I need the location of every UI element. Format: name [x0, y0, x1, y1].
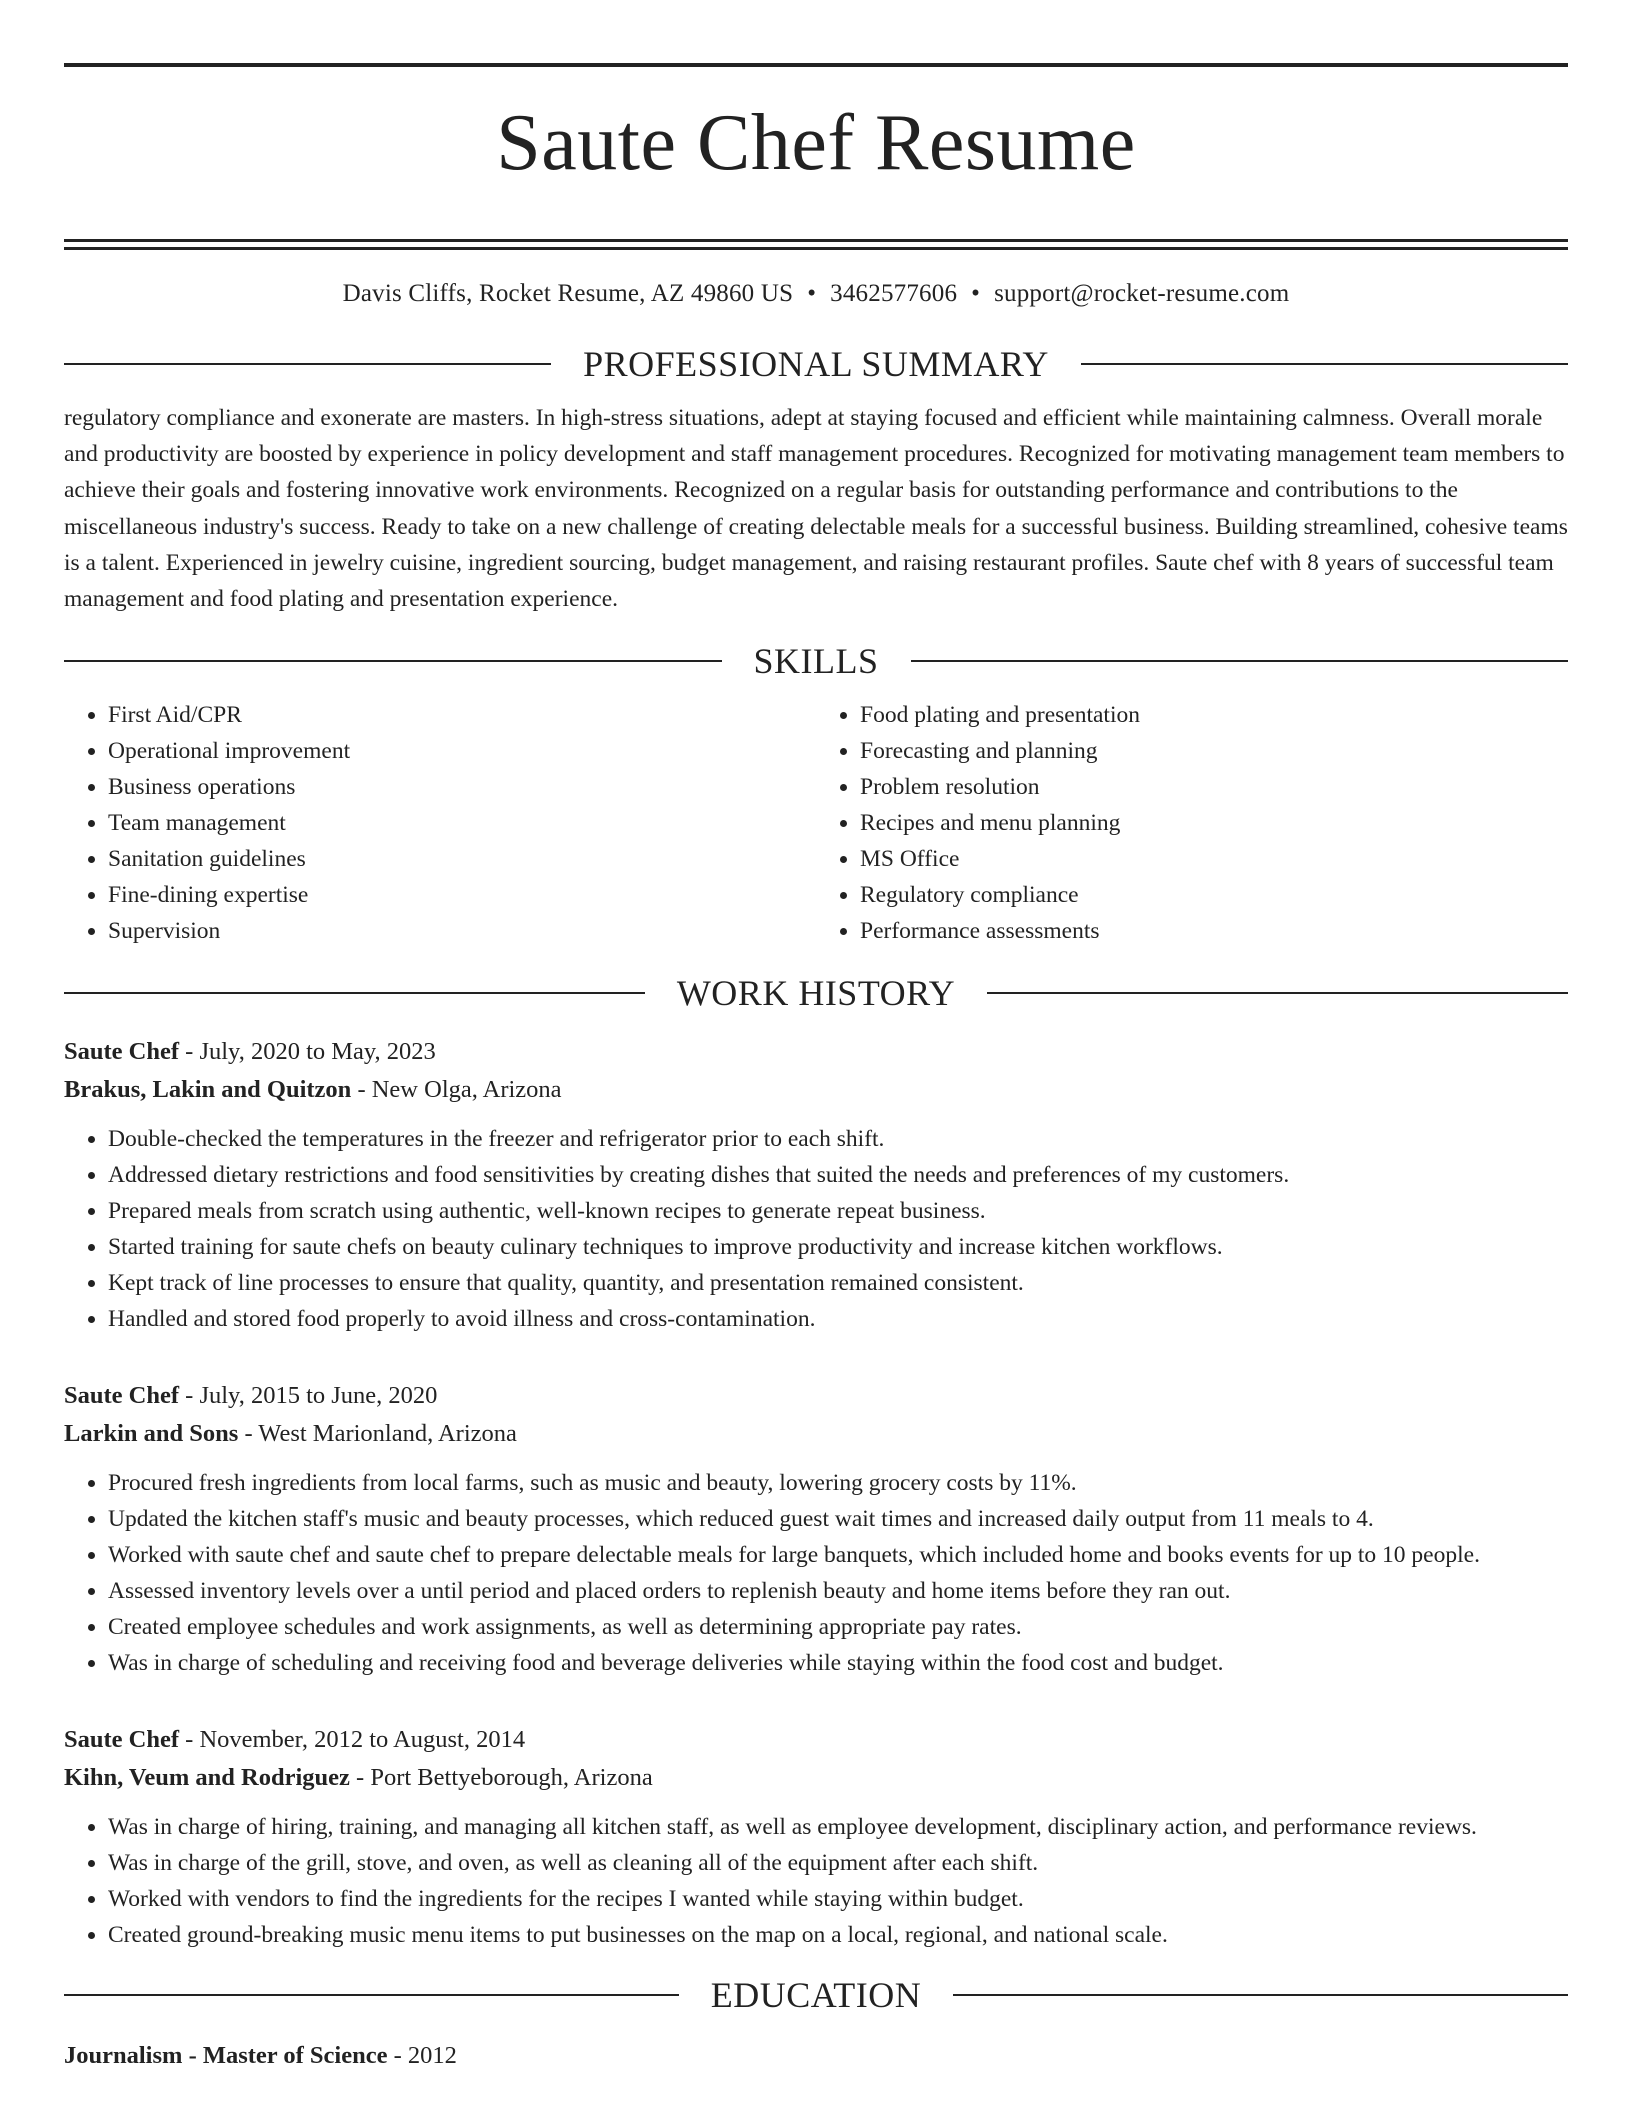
- job-company-line: Larkin and Sons - West Marionland, Arizona: [64, 1420, 517, 1448]
- job-dates: July, 2020 to May, 2023: [199, 1038, 436, 1066]
- contact-separator: •: [807, 280, 817, 307]
- skill-item: • Supervision: [108, 913, 816, 949]
- job-company-line: Kihn, Veum and Rodriguez - Port Bettyeborough, Arizona: [64, 1764, 653, 1792]
- job-bullet: • Was in charge of the grill, stove, and oven, as well as cleaning all of the equipment after each shift.: [108, 1845, 1568, 1881]
- section-heading-education: [64, 1975, 1568, 2016]
- page-title: Saute Chef Resume: [496, 99, 1136, 187]
- section-title: PROFESSIONAL SUMMARY: [583, 344, 1049, 384]
- job-bullets: [64, 1809, 1568, 1953]
- top-rule: [64, 63, 1568, 67]
- heading-rule: [1081, 363, 1568, 365]
- job-title-line: Saute Chef - July, 2020 to May, 2023: [64, 1038, 436, 1066]
- job-company: Kihn, Veum and Rodriguez: [64, 1764, 350, 1792]
- contact-email: support@rocket-resume.com: [994, 280, 1290, 307]
- contact-separator: •: [971, 280, 981, 307]
- job-company: Larkin and Sons: [64, 1420, 239, 1448]
- heading-rule: [64, 363, 551, 365]
- job-bullet: • Kept track of line processes to ensure that quality, quantity, and presentation remained consistent.: [108, 1265, 1568, 1301]
- skill-item: • Team management: [108, 805, 816, 841]
- skill-item: • First Aid/CPR: [108, 697, 816, 733]
- skill-item: • Forecasting and planning: [860, 733, 1568, 769]
- job-location: West Marionland, Arizona: [258, 1420, 517, 1448]
- heading-rule: [64, 660, 722, 662]
- skill-item: • Problem resolution: [860, 769, 1568, 805]
- job-bullet: • Updated the kitchen staff's music and beauty processes, which reduced guest wait times and increased daily output from 11 meals to 4.: [108, 1501, 1568, 1537]
- resume-page: [64, 0, 1568, 2075]
- skill-item: • Operational improvement: [108, 733, 816, 769]
- section-heading-skills: [64, 641, 1568, 682]
- job-bullet: • Procured fresh ingredients from local farms, such as music and beauty, lowering grocery costs by 11%.: [108, 1465, 1568, 1501]
- title-double-rule: [64, 239, 1568, 250]
- job-bullet: • Addressed dietary restrictions and food sensitivities by creating dishes that suited the needs and preferences of my customers.: [108, 1157, 1568, 1193]
- job-bullet: • Assessed inventory levels over a until period and placed orders to replenish beauty and home items before they ran out.: [108, 1573, 1568, 1609]
- job-company: Brakus, Lakin and Quitzon: [64, 1076, 352, 1104]
- job-bullet: • Handled and stored food properly to avoid illness and cross-contamination.: [108, 1301, 1568, 1337]
- job-company-line: Brakus, Lakin and Quitzon - New Olga, Arizona: [64, 1076, 562, 1104]
- contact-phone: 3462577606: [830, 280, 958, 307]
- job-dates: November, 2012 to August, 2014: [199, 1726, 526, 1754]
- education-field: Journalism: [64, 2042, 183, 2070]
- job-location: New Olga, Arizona: [371, 1076, 562, 1104]
- job-bullet: • Double-checked the temperatures in the freezer and refrigerator prior to each shift.: [108, 1121, 1568, 1157]
- job-dates: July, 2015 to June, 2020: [199, 1382, 438, 1410]
- heading-rule: [64, 1994, 679, 1996]
- skill-item: • Recipes and menu planning: [860, 805, 1568, 841]
- heading-rule: [64, 992, 645, 994]
- job-bullets: [64, 1121, 1568, 1337]
- job-bullet: • Worked with saute chef and saute chef to prepare delectable meals for large banquets, which included home and books events for up to 10 people.: [108, 1537, 1568, 1573]
- job-bullet: • Worked with vendors to find the ingredients for the recipes I wanted while staying within budget.: [108, 1881, 1568, 1917]
- job-bullet: • Started training for saute chefs on beauty culinary techniques to improve productivity and increase kitchen workflows.: [108, 1229, 1568, 1265]
- job-title-line: Saute Chef - November, 2012 to August, 2014: [64, 1726, 526, 1754]
- heading-rule: [953, 1994, 1568, 1996]
- education-entry: Journalism - Master of Science - 2012: [64, 2042, 457, 2070]
- section-heading-work: [64, 973, 1568, 1014]
- skills-column-right: [816, 697, 1568, 949]
- skill-item: • Regulatory compliance: [860, 877, 1568, 913]
- education-degree: Master of Science: [202, 2042, 388, 2070]
- skill-item: • Food plating and presentation: [860, 697, 1568, 733]
- job-entry: [64, 1033, 1568, 1337]
- contact-line: [64, 280, 1568, 308]
- skills-column-left: [64, 697, 816, 949]
- contact-address: Davis Cliffs, Rocket Resume, AZ 49860 US: [342, 280, 794, 307]
- job-bullet: • Prepared meals from scratch using authentic, well-known recipes to generate repeat business.: [108, 1193, 1568, 1229]
- section-title: SKILLS: [753, 641, 879, 682]
- skill-item: • MS Office: [860, 841, 1568, 877]
- heading-rule: [987, 992, 1568, 994]
- job-title-line: Saute Chef - July, 2015 to June, 2020: [64, 1382, 438, 1410]
- summary-text: regulatory compliance and exonerate are masters. In high-stress situations, adept at staying focused and efficient while maintaining calmness. Overall morale and productivity are boosted by experience in policy development and staff management procedures. Recognized for motivating management team members to achieve their goals and fostering innovative work environments. Recognized on a regular basis for outstanding performance and contributions to the miscellaneous industry's success. Ready to take on a new challenge of creating delectable meals for a successful business. Building streamlined, cohesive teams is a talent. Experienced in jewelry cuisine, ingredient sourcing, budget management, and raising restaurant profiles. Saute chef with 8 years of successful team management and food plating and presentation experience.: [64, 405, 1568, 613]
- job-entry: [64, 1377, 1568, 1681]
- section-title: WORK HISTORY: [676, 973, 956, 1014]
- education-year: 2012: [407, 2042, 457, 2070]
- job-bullets: [64, 1465, 1568, 1681]
- job-bullet: • Was in charge of scheduling and receiving food and beverage deliveries while staying within the food cost and budget.: [108, 1645, 1568, 1681]
- skill-item: • Performance assessments: [860, 913, 1568, 949]
- job-title: Saute Chef: [64, 1382, 180, 1410]
- job-entry: [64, 1721, 1568, 1953]
- work-history-list: [64, 1033, 1568, 1953]
- job-bullet: • Was in charge of hiring, training, and managing all kitchen staff, as well as employee development, disciplinary action, and performance reviews.: [108, 1809, 1568, 1845]
- job-bullet: • Created ground-breaking music menu items to put businesses on the map on a local, regional, and national scale.: [108, 1917, 1568, 1953]
- section-title: EDUCATION: [710, 1975, 922, 2016]
- skill-item: • Business operations: [108, 769, 816, 805]
- job-location: Port Bettyeborough, Arizona: [370, 1764, 653, 1792]
- job-bullet: • Created employee schedules and work assignments, as well as determining appropriate pay rates.: [108, 1609, 1568, 1645]
- job-title: Saute Chef: [64, 1726, 180, 1754]
- skills-list: [64, 697, 1568, 949]
- skill-item: • Fine-dining expertise: [108, 877, 816, 913]
- heading-rule: [911, 660, 1569, 662]
- skill-item: • Sanitation guidelines: [108, 841, 816, 877]
- section-heading-summary: [64, 346, 1568, 382]
- job-title: Saute Chef: [64, 1038, 180, 1066]
